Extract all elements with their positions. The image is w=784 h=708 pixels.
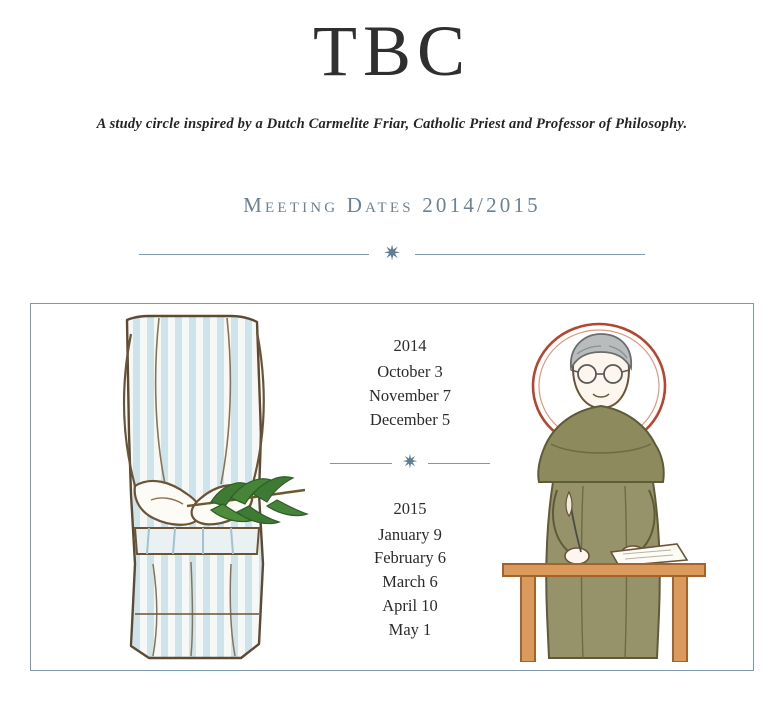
schedule-date: May 1 <box>388 620 432 640</box>
schedule-divider <box>330 451 490 473</box>
striped-robe-hands-with-palm-branch-illustration <box>91 314 329 662</box>
schedule-date: April 10 <box>382 596 438 616</box>
schedule-inner <box>91 314 717 662</box>
star-ornament-icon: ✷ <box>402 451 418 473</box>
schedule-2015 <box>368 497 452 643</box>
divider-rule-right <box>415 254 645 255</box>
section-heading: Meeting Dates 2014/2015 <box>243 192 541 217</box>
divider-rule-left <box>139 254 369 255</box>
schedule-frame <box>30 303 754 671</box>
section-divider <box>0 240 784 265</box>
divider-rule-left <box>330 463 392 464</box>
meeting-dates <box>329 314 491 662</box>
star-ornament-icon: ✷ <box>383 240 401 265</box>
schedule-date: March 6 <box>382 572 438 592</box>
schedule-date: October 3 <box>377 361 443 381</box>
schedule-date: November 7 <box>368 385 452 405</box>
haloed-friar-writing-at-desk-illustration <box>491 314 717 662</box>
schedule-date: February 6 <box>374 548 446 568</box>
schedule-year: 2014 <box>393 335 427 355</box>
schedule-date: December 5 <box>369 409 451 429</box>
masthead <box>0 0 784 133</box>
page-title: TBC <box>312 11 472 91</box>
schedule-2014 <box>363 334 457 432</box>
tagline: A study circle inspired by a Dutch Carmelite Friar, Catholic Priest and Professor of Philosophy. <box>96 115 688 132</box>
schedule-year: 2015 <box>393 498 427 518</box>
schedule-date: January 9 <box>378 524 442 544</box>
divider-rule-right <box>428 463 490 464</box>
